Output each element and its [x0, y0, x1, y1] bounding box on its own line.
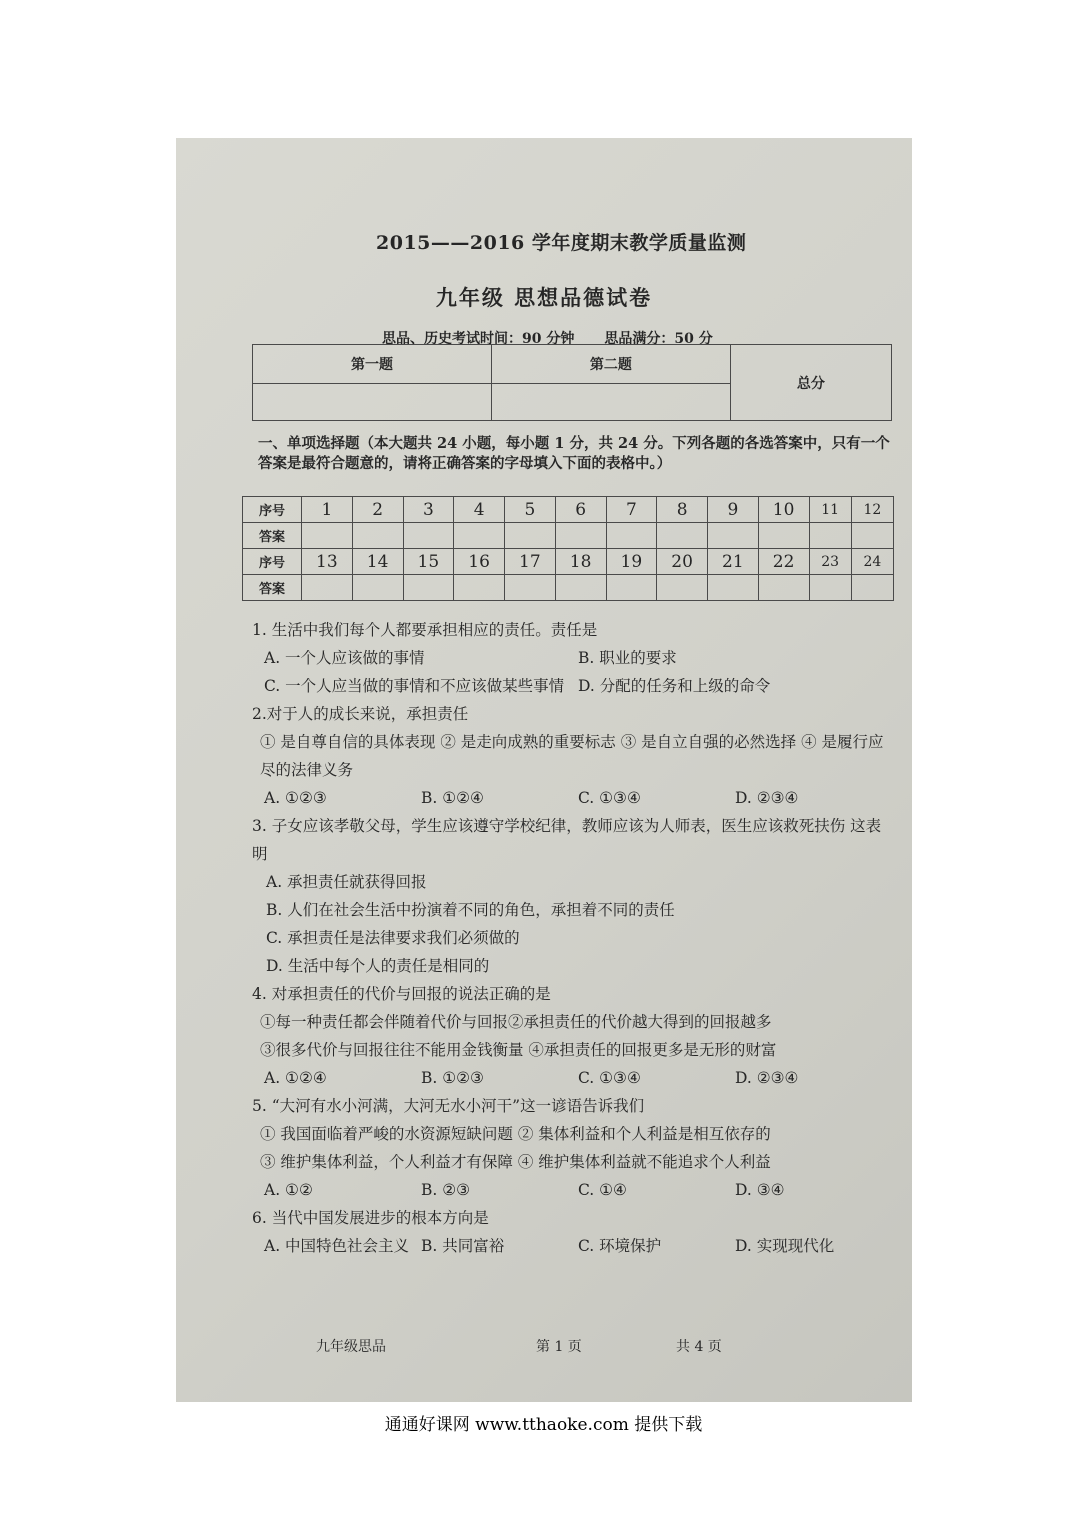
option-b: B. 人们在社会生活中扮演着不同的角色，承担着不同的责任: [266, 901, 675, 919]
num-cell: 8: [657, 497, 708, 523]
answer-cell[interactable]: [708, 575, 759, 601]
answer-cell[interactable]: [606, 575, 657, 601]
num-cell: 3: [403, 497, 454, 523]
option-a: A. ①②: [264, 1181, 313, 1199]
question-6: [252, 1204, 892, 1260]
options-row: [252, 784, 892, 812]
options-row: [252, 644, 892, 672]
option-b: B. 职业的要求: [578, 649, 677, 667]
question-stem: 1. 生活中我们每个人都要承担相应的责任。责任是: [252, 621, 598, 639]
answer-cell[interactable]: [809, 575, 851, 601]
answer-cell[interactable]: [505, 523, 556, 549]
exam-title: 2015——2016 学年度期末教学质量监测: [376, 232, 747, 254]
section1-instructions: 一、单项选择题（本大题共 24 小题，每小题 1 分，共 24 分。下列各题的各选答案中，只有一个答案是最符合题意的，请将正确答案的字母填入下面的表格中。）: [258, 435, 890, 472]
question-4: [252, 980, 892, 1092]
num-cell: 19: [606, 549, 657, 575]
label-no: 序号: [243, 497, 302, 523]
answer-cell[interactable]: [851, 523, 893, 549]
num-cell: 2: [352, 497, 403, 523]
num-cell: 21: [708, 549, 759, 575]
answer-number-row-1: [243, 497, 894, 523]
question-3: [252, 812, 892, 980]
option-b: B. ①②④: [421, 789, 484, 807]
question-statements: ① 是自尊自信的具体表现 ② 是走向成熟的重要标志 ③ 是自立自强的必然选择 ④ 是履行应尽的法律义务: [260, 733, 884, 779]
score-col-total: 总分: [730, 345, 891, 421]
statement-line: ①每一种责任都会伴随着代价与回报②承担责任的代价越大得到的回报越多: [260, 1013, 772, 1031]
num-cell: 1: [302, 497, 353, 523]
num-cell: 23: [809, 549, 851, 575]
option-b: B. 共同富裕: [421, 1237, 505, 1255]
num-cell: 15: [403, 549, 454, 575]
answer-cell[interactable]: [809, 523, 851, 549]
num-cell: 6: [555, 497, 606, 523]
answer-cell[interactable]: [657, 523, 708, 549]
answer-cell[interactable]: [403, 575, 454, 601]
option-c: C. ①④: [578, 1181, 627, 1199]
num-cell: 10: [758, 497, 809, 523]
option-a: A. 中国特色社会主义: [264, 1237, 410, 1255]
option-d: D. 生活中每个人的责任是相同的: [266, 957, 490, 975]
answer-blank-row-1: [243, 523, 894, 549]
num-cell: 17: [505, 549, 556, 575]
question-1: [252, 616, 892, 700]
question-stem: 6. 当代中国发展进步的根本方向是: [252, 1209, 489, 1227]
question-stem: 2.对于人的成长来说，承担责任: [252, 705, 469, 723]
answer-cell[interactable]: [352, 523, 403, 549]
answer-cell[interactable]: [505, 575, 556, 601]
question-stem: 5. “大河有水小河满，大河无水小河干”这一谚语告诉我们: [252, 1097, 645, 1115]
score-col-2: 第二题: [491, 345, 730, 384]
num-cell: 5: [505, 497, 556, 523]
num-cell: 14: [352, 549, 403, 575]
answer-number-row-2: [243, 549, 894, 575]
option-d: D. 分配的任务和上级的命令: [578, 677, 771, 695]
option-a: A. 一个人应该做的事情: [264, 649, 425, 667]
num-cell: 22: [758, 549, 809, 575]
answer-cell[interactable]: [851, 575, 893, 601]
answer-cell[interactable]: [454, 575, 505, 601]
num-cell: 4: [454, 497, 505, 523]
footer-page: 第 1 页: [536, 1339, 582, 1355]
statement-line: ③很多代价与回报往往不能用金钱衡量 ④承担责任的回报更多是无形的财富: [260, 1041, 777, 1059]
answer-cell[interactable]: [708, 523, 759, 549]
exam-subtitle: 九年级 思想品德试卷: [435, 285, 653, 310]
download-caption: 通通好课网 www.tthaoke.com 提供下载: [384, 1415, 703, 1435]
question-stem: 3. 子女应该孝敬父母，学生应该遵守学校纪律，教师应该为人师表，医生应该救死扶伤 这表明: [252, 817, 882, 863]
num-cell: 18: [555, 549, 606, 575]
option-a: A. ①②④: [264, 1069, 327, 1087]
options-row: [252, 1232, 892, 1260]
options-row: [252, 1064, 892, 1092]
num-cell: 7: [606, 497, 657, 523]
score-table: [252, 344, 892, 421]
answer-cell[interactable]: [606, 523, 657, 549]
label-no: 序号: [243, 549, 302, 575]
score-cell-2: [491, 384, 730, 421]
option-c: C. ①③④: [578, 1069, 641, 1087]
answer-cell[interactable]: [454, 523, 505, 549]
option-d: D. ②③④: [735, 789, 799, 807]
num-cell: 13: [302, 549, 353, 575]
option-c: C. 一个人应当做的事情和不应该做某些事情: [264, 677, 565, 695]
answer-cell[interactable]: [352, 575, 403, 601]
num-cell: 9: [708, 497, 759, 523]
question-2: [252, 700, 892, 812]
option-c: C. ①③④: [578, 789, 641, 807]
statement-line: ① 我国面临着严峻的水资源短缺问题 ② 集体利益和个人利益是相互依存的: [260, 1125, 771, 1143]
time-info: 思品、历史考试时间：90 分钟: [382, 331, 575, 347]
answer-cell[interactable]: [555, 575, 606, 601]
answer-cell[interactable]: [403, 523, 454, 549]
full-score: 思品满分：50 分: [604, 331, 713, 347]
answer-cell[interactable]: [657, 575, 708, 601]
score-cell-1: [253, 384, 492, 421]
answer-table: [242, 496, 894, 601]
exam-photo: [176, 138, 912, 1402]
options-row: [252, 672, 892, 700]
answer-cell[interactable]: [302, 575, 353, 601]
footer-subject: 九年级思品: [316, 1339, 386, 1355]
answer-blank-row-2: [243, 575, 894, 601]
num-cell: 12: [851, 497, 893, 523]
answer-cell[interactable]: [555, 523, 606, 549]
statement-line: ③ 维护集体利益，个人利益才有保障 ④ 维护集体利益就不能追求个人利益: [260, 1153, 771, 1171]
label-ans: 答案: [243, 523, 302, 549]
answer-cell[interactable]: [758, 523, 809, 549]
option-b: B. ②③: [421, 1181, 471, 1199]
option-c: C. 承担责任是法律要求我们必须做的: [266, 929, 520, 947]
label-ans: 答案: [243, 575, 302, 601]
option-d: D. 实现现代化: [735, 1237, 835, 1255]
question-list: [252, 616, 892, 1260]
question-5: [252, 1092, 892, 1204]
option-c: C. 环境保护: [578, 1237, 662, 1255]
num-cell: 11: [809, 497, 851, 523]
question-stem: 4. 对承担责任的代价与回报的说法正确的是: [252, 985, 551, 1003]
answer-cell[interactable]: [302, 523, 353, 549]
num-cell: 24: [851, 549, 893, 575]
option-b: B. ①②③: [421, 1069, 484, 1087]
option-d: D. ②③④: [735, 1069, 799, 1087]
num-cell: 16: [454, 549, 505, 575]
option-a: A. ①②③: [264, 789, 327, 807]
options-row: [252, 1176, 892, 1204]
answer-cell[interactable]: [758, 575, 809, 601]
option-d: D. ③④: [735, 1181, 785, 1199]
score-col-1: 第一题: [253, 345, 492, 384]
footer-total: 共 4 页: [676, 1339, 722, 1355]
option-a: A. 承担责任就获得回报: [266, 873, 427, 891]
num-cell: 20: [657, 549, 708, 575]
